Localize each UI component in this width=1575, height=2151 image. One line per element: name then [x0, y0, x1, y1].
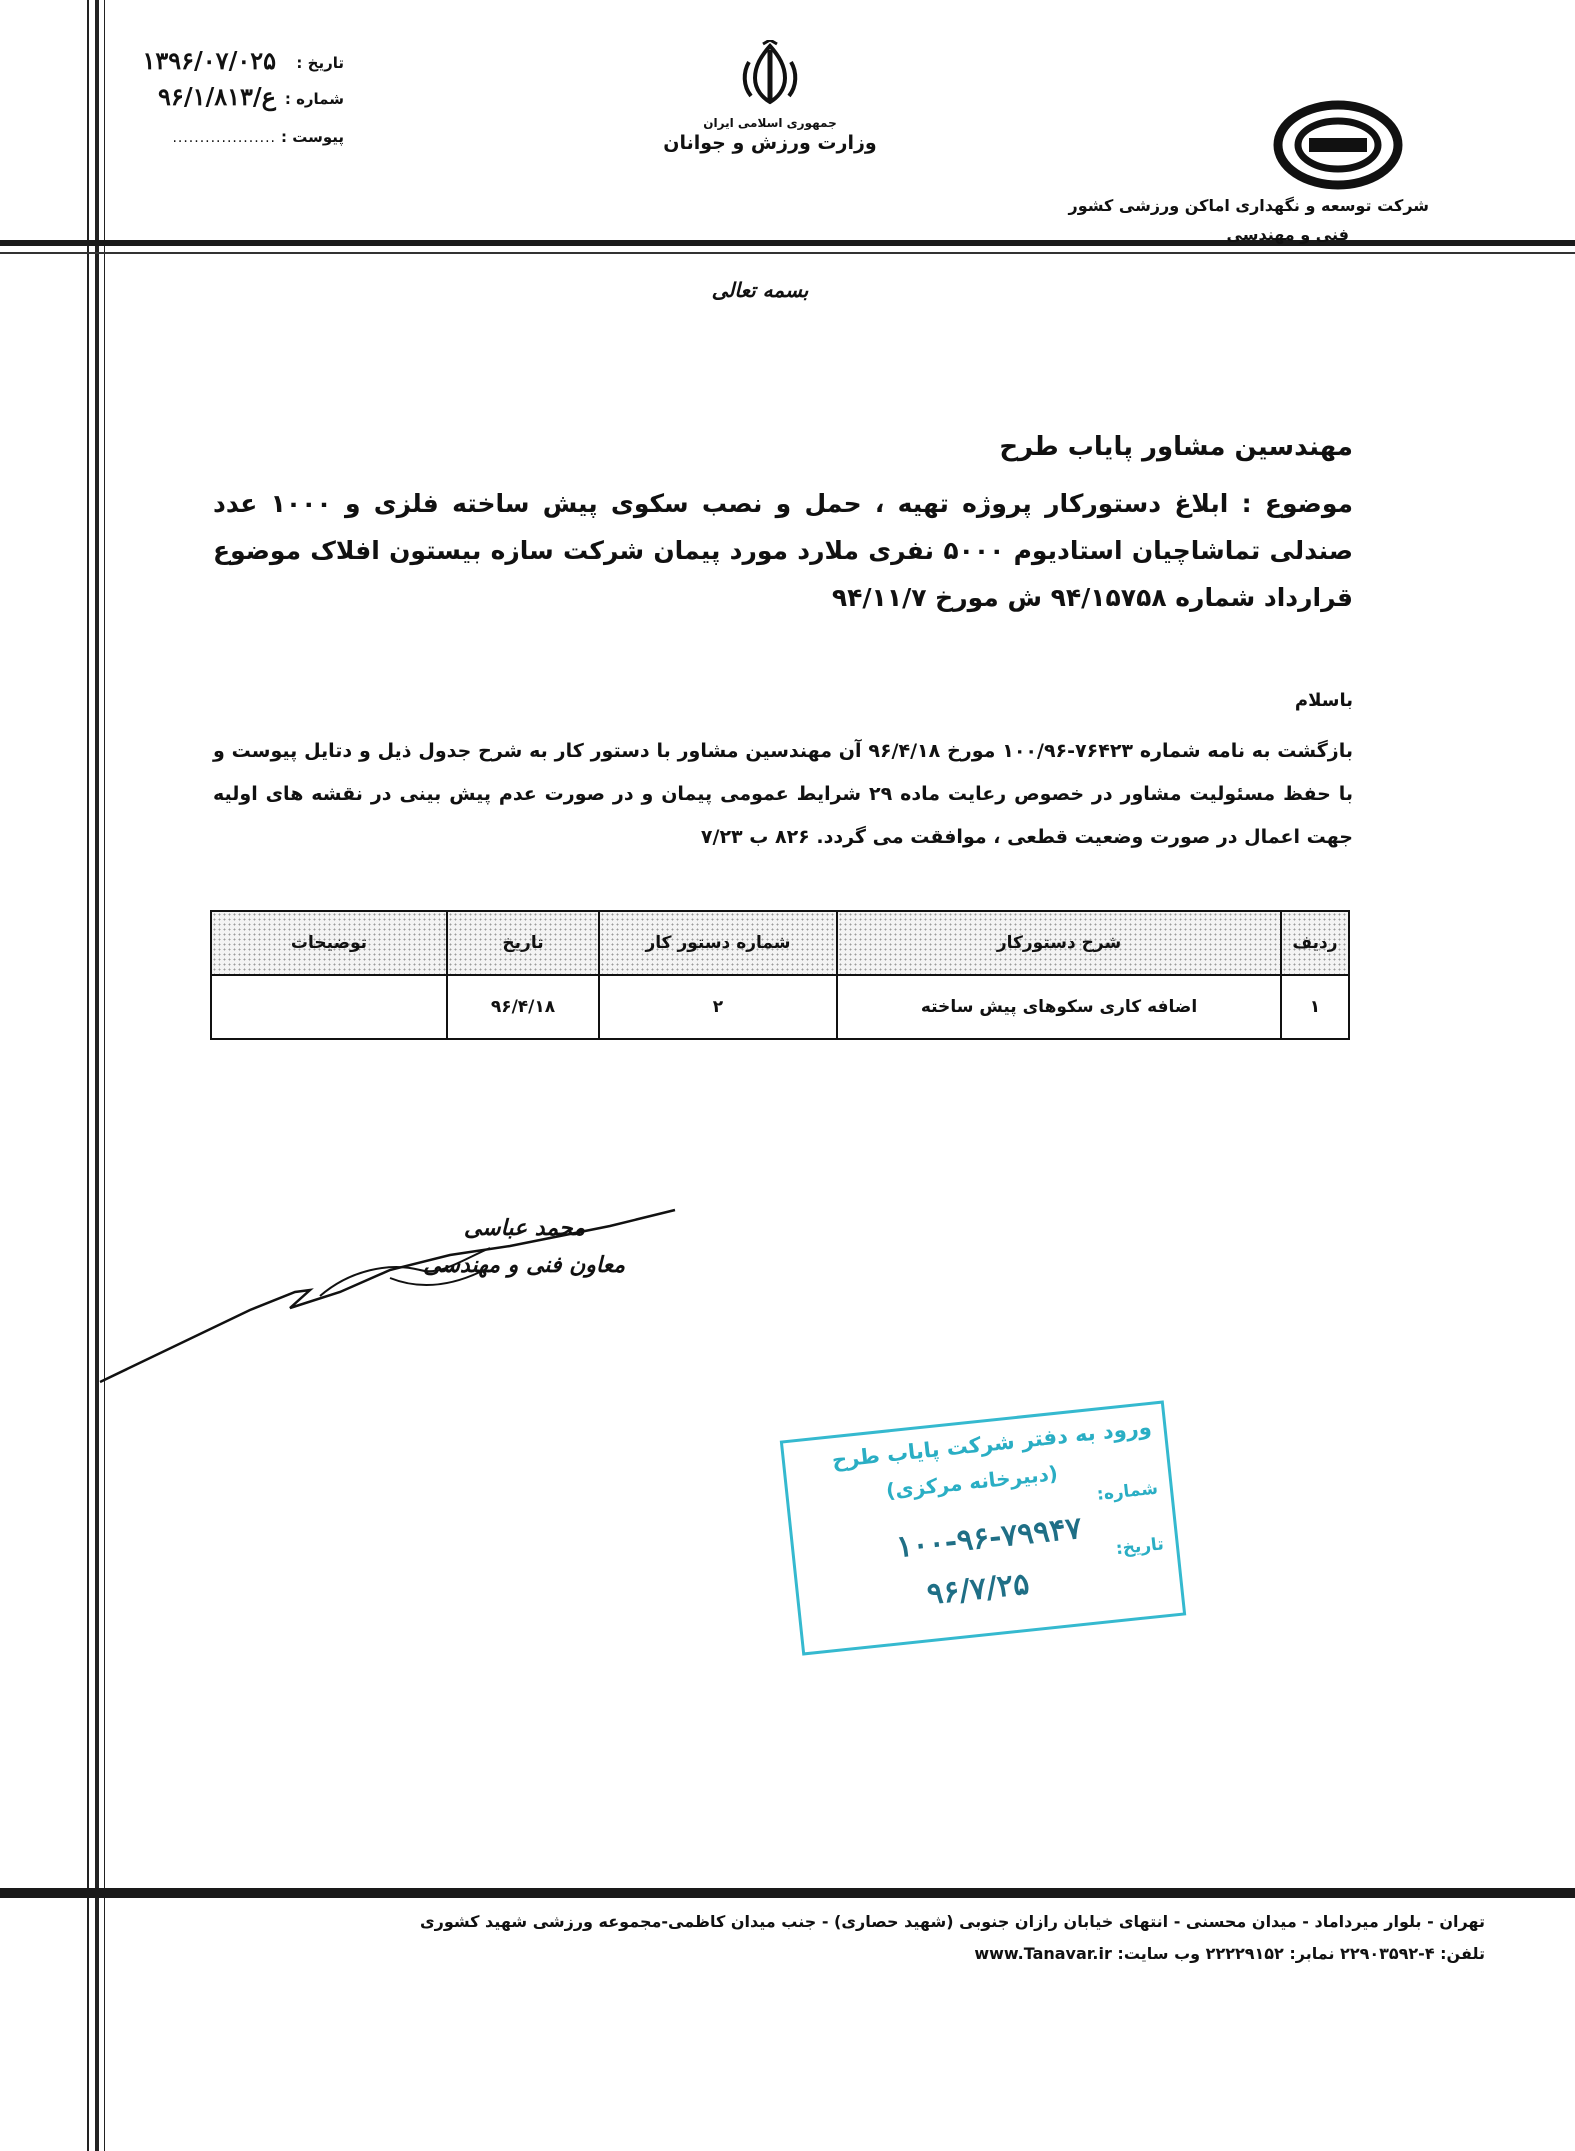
signer-title: معاون فنی و مهندسی	[423, 1253, 625, 1278]
company-name: شرکت توسعه و نگهداری اماکن ورزشی کشور	[1068, 196, 1429, 215]
stamp-date-value: ۹۶/۷/۲۵	[925, 1566, 1031, 1613]
cell-notes	[211, 975, 447, 1039]
company-logo-icon	[1273, 100, 1403, 190]
stamp-number-value: ۱۰۰-۹۶-۷۹۹۴۷	[894, 1510, 1084, 1566]
ministry-block	[640, 40, 900, 154]
footer-rule	[0, 1888, 1575, 1898]
cell-date: ۹۶/۴/۱۸	[447, 975, 599, 1039]
department-name: فنی و مهندسی	[1226, 225, 1349, 244]
attachment-row	[44, 120, 344, 156]
footer-contact: تلفن: ۴-۲۲۹۰۳۵۹۲ نمابر: ۲۲۲۲۹۱۵۲ وب سایت: www.Tanavar.ir	[974, 1944, 1485, 1963]
number-value: ۹۶/۱/ع/۸۱۳	[158, 82, 276, 111]
handwritten-signature-icon	[90, 1200, 690, 1390]
number-label: شماره :	[284, 90, 344, 108]
reception-stamp	[780, 1400, 1186, 1655]
table-row	[211, 975, 1349, 1039]
col-header-row-number: ردیف	[1281, 911, 1349, 975]
date-label: تاریخ :	[296, 54, 344, 72]
attachment-dots: ...................	[172, 130, 276, 146]
iran-emblem-icon	[735, 40, 805, 108]
stamp-number-label: شماره:	[1095, 1478, 1159, 1505]
cell-instruction-number: ۲	[599, 975, 837, 1039]
col-header-description: شرح دستورکار	[837, 911, 1281, 975]
stamp-line2: (دبیرخانه مرکزی)	[884, 1460, 1059, 1503]
col-header-date: تاریخ	[447, 911, 599, 975]
date-row	[44, 48, 344, 84]
header-meta	[44, 48, 344, 156]
footer-address: تهران - بلوار میرداماد - میدان محسنی - انتهای خیابان رازان جنوبی (شهید حصاری) - جنب میدان کاظمی-مجموعه ورزشی شهید کشوری	[419, 1912, 1485, 1931]
signer-name: محمد عباسی	[463, 1216, 585, 1241]
attachment-label: پیوست :	[280, 128, 344, 146]
subject: موضوع : ابلاغ دستورکار پروژه تهیه ، حمل و نصب سکوی پیش ساخته فلزی و ۱۰۰۰ عدد صندلی تماشاچیان استادیوم ۵۰۰۰ نفری ملارد مورد پیمان شرکت سازه بیستون افلاک موضوع قرارداد شماره ۹۴/۱۵۷۵۸ ش مورخ ۹۴/۱۱/۷	[213, 489, 1354, 612]
margin-line	[104, 0, 105, 2151]
number-row	[44, 84, 344, 120]
stamp-line1: ورود به دفتر شرکت پایاب طرح	[830, 1414, 1153, 1473]
cell-description: اضافه کاری سکوهای پیش ساخته	[837, 975, 1281, 1039]
cell-row-number: ۱	[1281, 975, 1349, 1039]
col-header-notes: توضیحات	[211, 911, 447, 975]
stamp-date-label: تاریخ:	[1114, 1534, 1165, 1560]
instruction-table	[210, 910, 1350, 1040]
recipient: مهندسین مشاور پایاب طرح	[999, 432, 1353, 462]
company-name-block	[1069, 196, 1430, 244]
table-header-row	[211, 911, 1349, 975]
ministry-name: وزارت ورزش و جوانان	[663, 132, 877, 154]
greeting: باسلام	[1294, 690, 1353, 711]
header-rule-thin	[0, 252, 1575, 254]
company-logo	[1273, 100, 1403, 190]
invocation: بسمه تعالی	[711, 278, 809, 302]
margin-line	[95, 0, 99, 2151]
body-text: بازگشت به نامه شماره ۷۶۴۲۳-۱۰۰/۹۶ مورخ ۹۶/۴/۱۸ آن مهندسین مشاور با دستور کار به شرح جدول ذیل و دتایل پیوست و با حفظ مسئولیت مشاور در خصوص رعایت ماده ۲۹ شرایط عمومی پیمان و در صورت عدم پیش بینی در نقشه های اولیه جهت اعمال در صورت وضعیت قطعی ، موافقت می گردد. ۸۲۶ ب ۷/۲۳	[213, 740, 1353, 848]
emblem-caption: جمهوری اسلامی ایران	[703, 116, 837, 130]
margin-line	[87, 0, 89, 2151]
date-value: ۱۳۹۶/۰۷/۰۲۵	[142, 46, 276, 75]
col-header-instruction-number: شماره دستور کار	[599, 911, 837, 975]
